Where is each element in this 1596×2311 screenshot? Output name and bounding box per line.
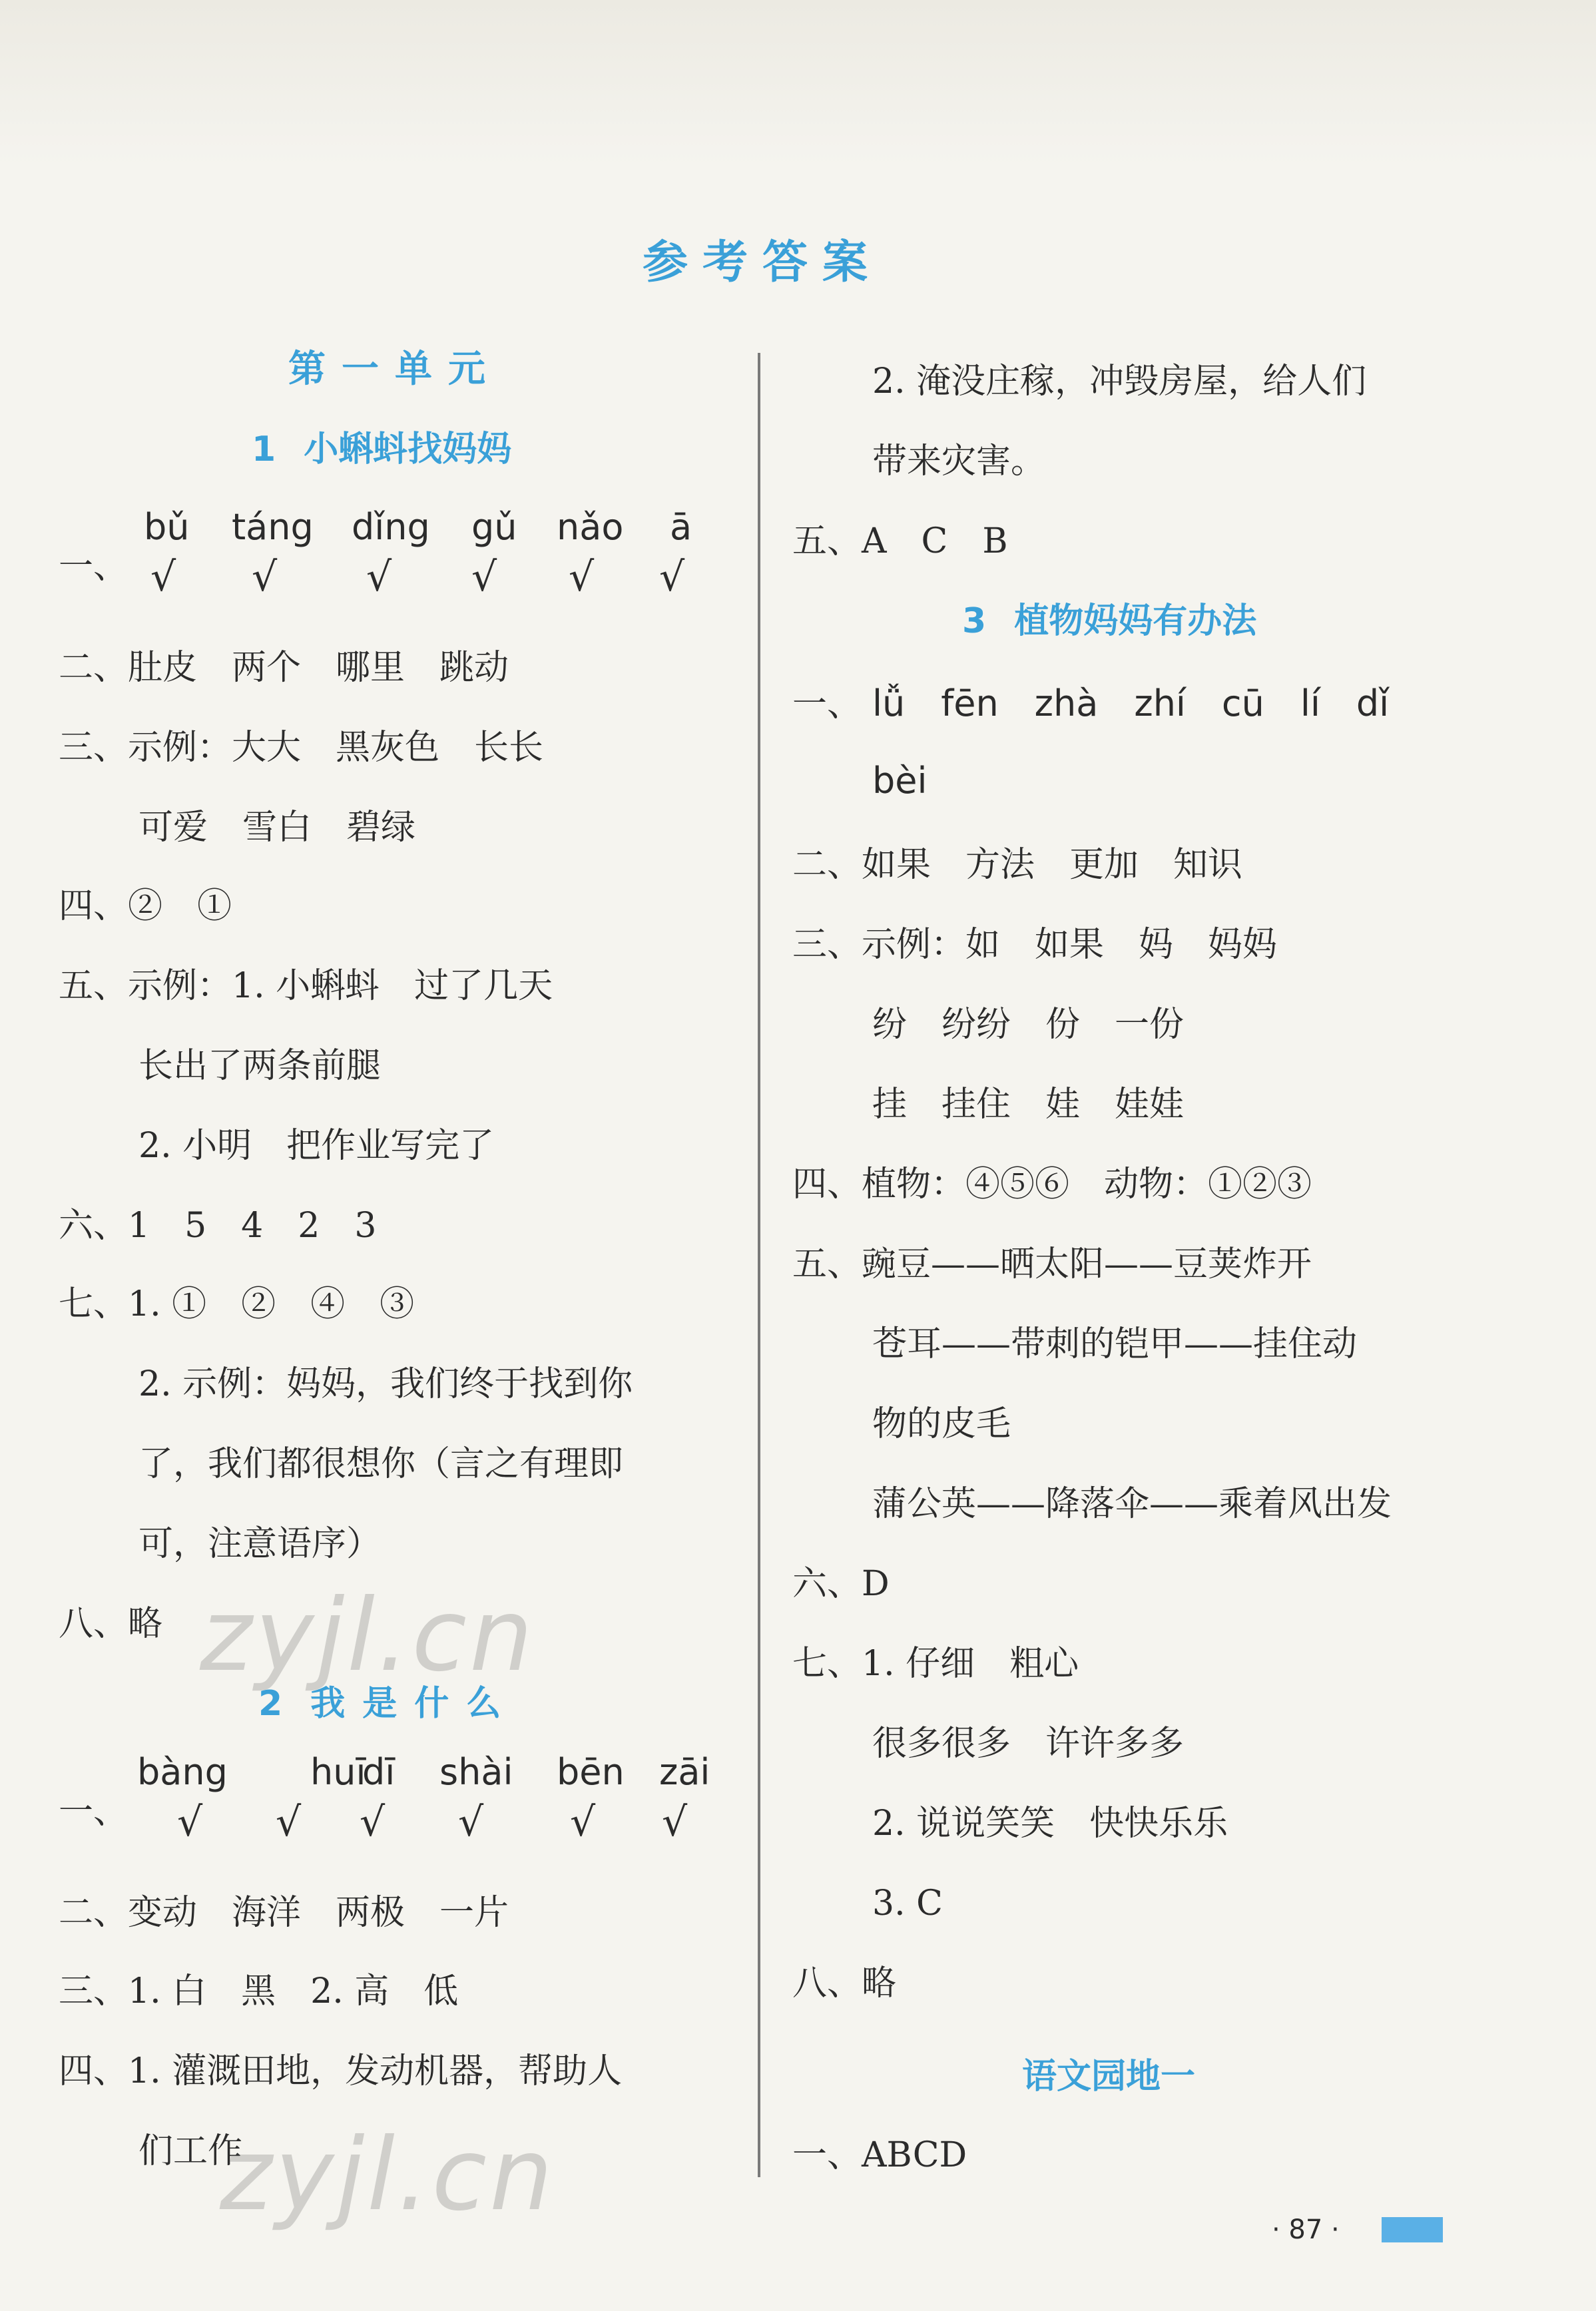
lesson-title: 小蝌蚪找妈妈 [304, 429, 512, 469]
check-mark: √ [659, 554, 685, 601]
l2-q4: 四、1. 灌溉田地，发动机器，帮助人 [59, 2051, 623, 2091]
l2-q4-2: 2. 淹没庄稼，冲毁房屋，给人们 [872, 362, 1367, 401]
pinyin: shài [439, 1751, 513, 1793]
l3-q5-cont3: 蒲公英——降落伞——乘着风出发 [872, 1484, 1392, 1524]
lesson-3-heading [962, 598, 1256, 644]
pinyin: zāi [659, 1751, 710, 1793]
lesson-title: 植物妈妈有办法 [1014, 601, 1257, 641]
lesson-title: 我是什么 [310, 1684, 519, 1724]
lesson-1-heading [252, 426, 511, 473]
l2-q5: 五、A C B [792, 521, 1008, 561]
unit-heading: 第一单元 [288, 348, 501, 391]
check-mark: √ [458, 1799, 484, 1846]
lesson-number: 3 [962, 601, 987, 641]
pinyin-answers: lǚ fēn zhà zhí cū lí dǐ [872, 682, 1390, 724]
l3-q5: 五、豌豆——晒太阳——豆荚炸开 [792, 1244, 1312, 1284]
pinyin: bàng [137, 1751, 228, 1793]
check-mark: √ [360, 1799, 386, 1846]
pinyin: bēn [557, 1751, 625, 1793]
l1-q5-2: 2. 小明 把作业写完了 [138, 1126, 495, 1166]
l3-q7-3: 3. C [872, 1884, 943, 1924]
l3-q3-cont: 纷 纷纷 份 一份 [872, 1005, 1185, 1045]
pinyin: dǐng [352, 506, 430, 548]
pinyin: ā [670, 506, 692, 548]
l2-q4-2-cont: 带来灾害。 [872, 441, 1046, 481]
garden-q1: 一、ABCD [792, 2135, 967, 2175]
l3-q5-cont: 苍耳——带刺的铠甲——挂住动 [872, 1324, 1358, 1364]
l3-q7-2: 2. 说说笑笑 快快乐乐 [872, 1804, 1228, 1844]
check-mark: √ [569, 554, 595, 601]
l1-q4: 四、② ① [59, 886, 232, 926]
l2-q2: 二、变动 海洋 两极 一片 [59, 1893, 509, 1933]
l1-q2: 二、肚皮 两个 哪里 跳动 [59, 648, 509, 688]
l3-q3: 三、示例：如 如果 妈 妈妈 [792, 925, 1278, 965]
l3-q4: 四、植物：④⑤⑥ 动物：①②③ [792, 1164, 1312, 1204]
l3-q1-cont: bèi [872, 760, 928, 802]
l3-q7-cont: 很多很多 许许多多 [872, 1724, 1185, 1764]
l3-q5-cont2: 物的皮毛 [872, 1404, 1011, 1444]
lesson-number: 2 [258, 1684, 283, 1724]
check-mark: √ [276, 1799, 302, 1846]
pinyin: nǎo [557, 506, 624, 548]
pinyin: dī [362, 1751, 396, 1793]
l3-q8: 八、略 [792, 1963, 897, 2003]
check-mark: √ [366, 554, 392, 601]
check-mark: √ [570, 1799, 596, 1846]
check-mark: √ [662, 1799, 688, 1846]
question-label: 一、 [792, 684, 862, 724]
column-divider [758, 353, 760, 2177]
lesson-number: 1 [252, 429, 276, 469]
watermark: zyjl.cn [200, 1578, 536, 1694]
pinyin: huī [310, 1751, 366, 1793]
check-mark: √ [177, 1799, 203, 1846]
l3-q7: 七、1. 仔细 粗心 [792, 1644, 1079, 1684]
l2-q4-cont: 们工作 [138, 2131, 243, 2171]
top-band [0, 0, 1596, 166]
l1-q5: 五、示例：1. 小蝌蚪 过了几天 [59, 966, 553, 1006]
page-number: · 87 · [1272, 2214, 1340, 2245]
l3-q1 [792, 680, 1389, 728]
l1-q7-2: 2. 示例：妈妈，我们终于找到你 [138, 1364, 633, 1404]
l1-q5-cont: 长出了两条前腿 [138, 1046, 382, 1086]
pinyin: táng [232, 506, 314, 548]
question-label: 一、 [59, 1792, 129, 1832]
garden-heading: 语文园地一 [1022, 2057, 1196, 2097]
watermark: zyjl.cn [220, 2117, 556, 2233]
l1-q6: 六、1 5 4 2 3 [59, 1206, 377, 1246]
l1-q7-cont2: 可，注意语序） [138, 1524, 382, 1564]
page-title: 参考答案 [642, 236, 882, 289]
pinyin: gǔ [471, 506, 517, 548]
page-marker [1382, 2217, 1443, 2242]
pinyin: bǔ [144, 506, 190, 548]
l3-q3-cont2: 挂 挂住 娃 娃娃 [872, 1085, 1185, 1125]
l1-q7-cont: 了，我们都很想你（言之有理即 [138, 1444, 624, 1484]
l1-q7: 七、1. ① ② ④ ③ [59, 1284, 415, 1324]
question-label: 一、 [59, 547, 129, 587]
l1-q8: 八、略 [59, 1604, 163, 1644]
l3-q2: 二、如果 方法 更加 知识 [792, 845, 1243, 885]
l2-q3: 三、1. 白 黑 2. 高 低 [59, 1971, 459, 2011]
l1-q3: 三、示例：大大 黑灰色 长长 [59, 728, 544, 768]
check-mark: √ [252, 554, 278, 601]
check-mark: √ [150, 554, 176, 601]
l1-q3-cont: 可爱 雪白 碧绿 [138, 808, 416, 848]
check-mark: √ [471, 554, 497, 601]
l3-q6: 六、D [792, 1564, 890, 1604]
